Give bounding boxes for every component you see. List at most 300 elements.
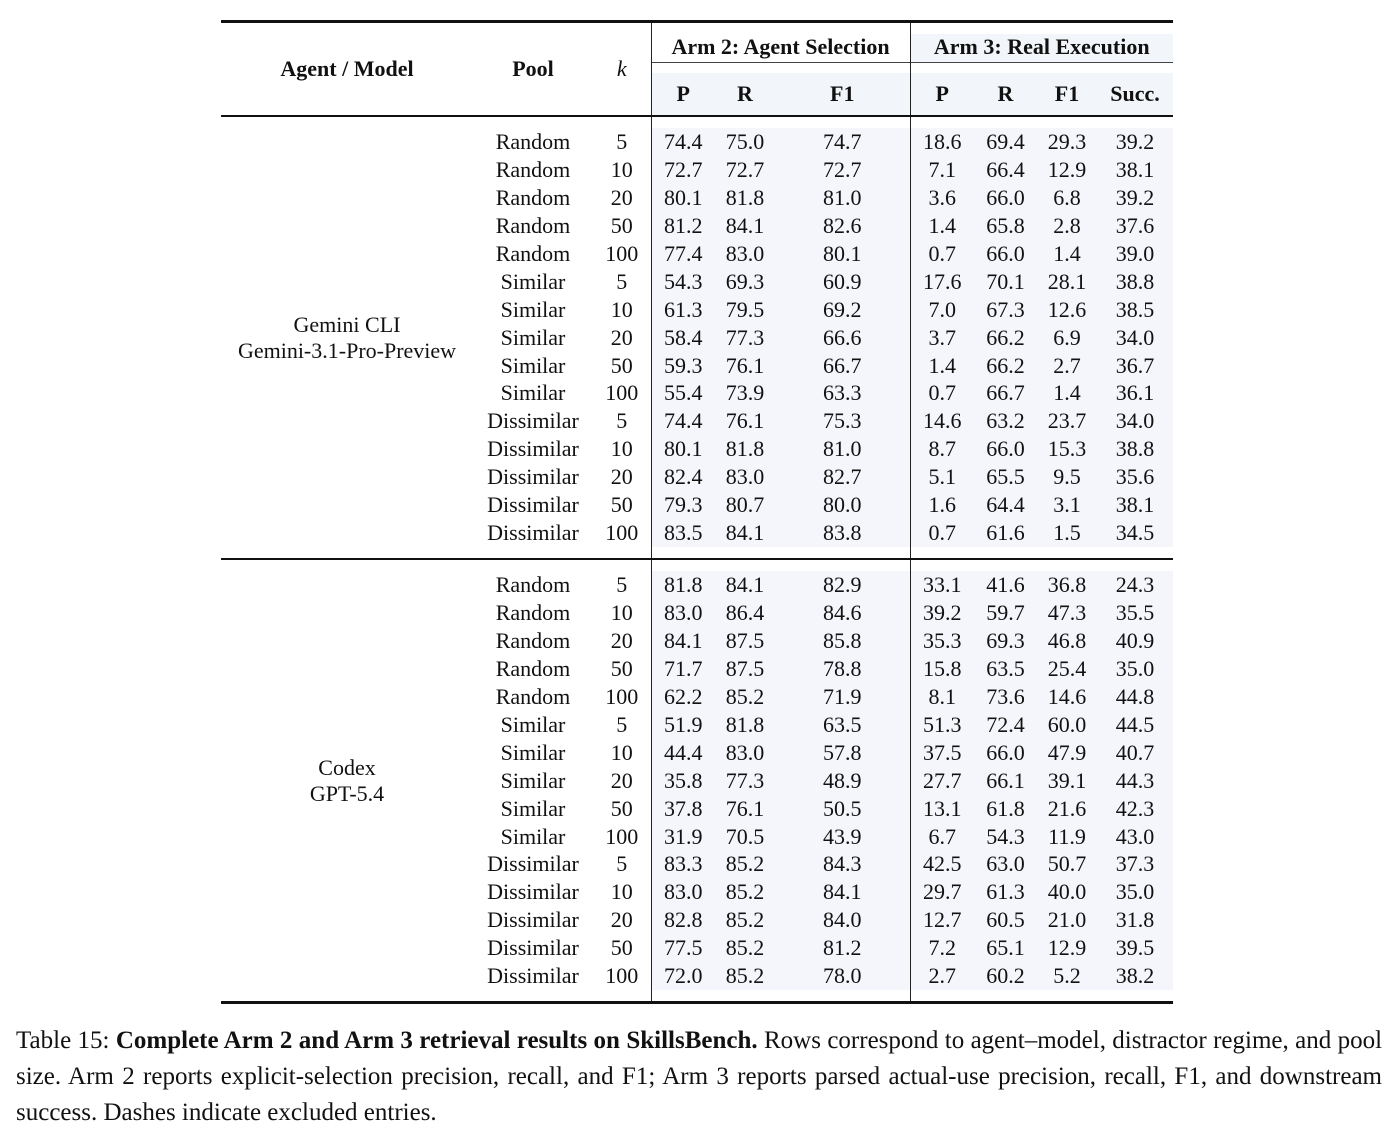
cell-k: 100 [605,520,639,546]
cell-pool: Dissimilar [487,492,579,518]
cell-arm2-f1: 50.5 [775,795,910,823]
cell-pool: Similar [500,795,566,821]
cell-arm3-succ: 38.2 [1097,962,1173,990]
cell-arm3-r: 59.7 [974,599,1037,627]
cell-arm2-p: 72.7 [651,156,715,184]
cell-arm2-f1: 74.7 [775,128,910,156]
spacer-cell [715,560,775,571]
model-name: GPT-5.4 [309,780,385,806]
cell-arm3-f1: 21.0 [1037,906,1097,934]
spacer-cell [593,560,651,571]
cell-pool: Similar [500,823,566,849]
cell-arm2-p: 72.0 [651,962,715,990]
cell-arm2-p: 84.1 [651,627,715,655]
cell-arm2-r: 83.0 [715,739,775,767]
cell-arm2-p: 77.5 [651,934,715,962]
cell-k: 5 [616,129,628,154]
spacer-cell [593,990,651,1003]
cell-arm2-r: 77.3 [715,767,775,795]
cell-k: 50 [610,352,633,378]
cell-arm3-p: 51.3 [910,711,974,739]
cell-arm3-r: 66.7 [974,379,1037,407]
spacer-cell [651,547,715,559]
cell-pool: Random [495,627,571,653]
cell-arm2-r: 79.5 [715,296,775,324]
cell-arm3-f1: 9.5 [1037,463,1097,491]
caption-label: Table 15: [16,1027,110,1054]
cell-arm2-p: 83.5 [651,519,715,547]
cell-arm2-p: 51.9 [651,711,715,739]
header-arm3-succ: Succ. [1097,73,1173,116]
spacer-cell [974,117,1037,128]
cell-arm3-succ: 35.6 [1097,463,1173,491]
cell-arm3-p: 2.7 [910,962,974,990]
cell-arm3-succ: 38.1 [1097,156,1173,184]
spacer-cell [473,560,593,571]
cell-arm2-r: 76.1 [715,407,775,435]
cell-arm2-r: 80.7 [715,491,775,519]
cell-arm3-f1: 12.6 [1037,296,1097,324]
results-table [221,20,1173,1004]
cell-arm3-succ: 34.0 [1097,324,1173,352]
cell-k: 5 [616,851,628,877]
cell-arm2-p: 83.0 [651,878,715,906]
cell-arm3-f1: 36.8 [1037,571,1097,599]
cell-arm3-r: 64.4 [974,491,1037,519]
header-arm3-p: P [910,73,974,116]
cell-pool: Dissimilar [487,935,579,961]
spacer-cell [715,990,775,1003]
cell-k: 100 [605,380,639,406]
cell-k: 20 [610,464,633,490]
spacer-cell [715,117,775,128]
cell-arm3-r: 70.1 [974,268,1037,296]
cell-arm2-r: 85.2 [715,683,775,711]
cell-k: 20 [610,324,633,350]
cell-k: 10 [610,879,633,905]
cell-arm3-r: 54.3 [974,823,1037,851]
cell-arm3-succ: 37.6 [1097,212,1173,240]
cell-arm3-p: 8.7 [910,435,974,463]
cell-arm3-succ: 31.8 [1097,906,1173,934]
cell-k: 100 [605,683,639,709]
cell-arm3-succ: 44.5 [1097,711,1173,739]
cell-arm2-f1: 81.0 [775,435,910,463]
cell-arm2-r: 70.5 [715,823,775,851]
cell-k: 10 [610,436,633,462]
cell-arm3-p: 6.7 [910,823,974,851]
cell-arm3-succ: 38.8 [1097,435,1173,463]
cell-arm2-f1: 43.9 [775,823,910,851]
cell-arm3-r: 65.5 [974,463,1037,491]
cell-arm2-r: 76.1 [715,352,775,380]
cell-pool: Dissimilar [487,408,579,434]
caption-body: Rows correspond to agent–model, distractor regime, and pool size. Arm 2 reports explicit-selection precision, recall, and F1; Arm 3 reports parsed actual-use precision, recall, F1, and downstream success. Dashes indicate excluded entries. [16,1027,1383,1126]
cell-arm3-f1: 29.3 [1037,128,1097,156]
spacer-cell [221,990,473,1003]
cell-arm3-p: 1.4 [910,212,974,240]
cell-arm3-f1: 23.7 [1037,407,1097,435]
cell-arm2-f1: 78.8 [775,655,910,683]
spacer-cell [715,547,775,559]
cell-arm2-p: 71.7 [651,655,715,683]
spacer-cell [221,117,473,128]
cell-arm2-r: 77.3 [715,324,775,352]
cell-pool: Random [495,129,571,154]
spacer-cell [1037,560,1097,571]
cell-arm2-p: 62.2 [651,683,715,711]
cell-arm2-r: 84.1 [715,519,775,547]
spacer-cell [1097,560,1173,571]
bottom-rule [221,1003,1173,1005]
agent-model-cell [221,571,473,990]
cell-arm3-p: 18.6 [910,128,974,156]
cell-arm3-p: 7.0 [910,296,974,324]
cell-arm3-p: 14.6 [910,407,974,435]
caption-title: Complete Arm 2 and Arm 3 retrieval results on SkillsBench. [115,1027,758,1054]
cell-arm3-p: 12.7 [910,906,974,934]
cell-arm2-f1: 63.5 [775,711,910,739]
cell-arm3-succ: 35.0 [1097,655,1173,683]
cell-k: 10 [610,156,633,182]
cell-arm2-p: 74.4 [651,128,715,156]
cell-arm3-succ: 44.3 [1097,767,1173,795]
cell-arm3-r: 67.3 [974,296,1037,324]
cell-arm2-r: 83.0 [715,240,775,268]
spacer-cell [221,547,473,559]
cell-arm3-r: 66.0 [974,184,1037,212]
cell-arm3-f1: 50.7 [1037,850,1097,878]
cell-arm2-r: 85.2 [715,962,775,990]
cell-k: 50 [610,655,633,681]
cell-arm3-r: 61.8 [974,795,1037,823]
cell-pool: Similar [500,711,566,737]
spacer-cell [1037,990,1097,1003]
cell-k: 50 [610,795,633,821]
cell-pool: Dissimilar [487,436,579,462]
spacer-cell [473,547,593,559]
cell-arm2-f1: 84.1 [775,878,910,906]
cell-k: 50 [610,935,633,961]
cell-arm3-p: 1.4 [910,352,974,380]
cell-arm3-r: 66.0 [974,435,1037,463]
cell-arm3-f1: 47.9 [1037,739,1097,767]
cell-arm2-r: 85.2 [715,850,775,878]
cell-arm3-r: 65.1 [974,934,1037,962]
cell-arm3-r: 72.4 [974,711,1037,739]
cell-arm2-p: 77.4 [651,240,715,268]
cell-arm2-r: 81.8 [715,184,775,212]
cell-arm3-f1: 40.0 [1037,878,1097,906]
cell-arm3-p: 7.2 [910,934,974,962]
cell-arm3-succ: 36.1 [1097,379,1173,407]
cell-k: 20 [610,907,633,933]
header-agent-model: Agent / Model [280,56,414,81]
cell-pool: Random [495,156,571,182]
spacer-cell [974,990,1037,1003]
cell-pool: Similar [500,767,566,793]
cell-arm2-r: 75.0 [715,128,775,156]
cell-arm3-succ: 40.7 [1097,739,1173,767]
cell-arm3-p: 0.7 [910,240,974,268]
cell-k: 5 [616,408,628,434]
cell-k: 100 [605,963,639,989]
spacer-cell [651,117,715,128]
cell-arm2-r: 84.1 [715,212,775,240]
cell-k: 5 [616,572,628,598]
cell-pool: Random [495,683,571,709]
cell-arm3-f1: 39.1 [1037,767,1097,795]
header-arm3: Arm 3: Real Execution [910,23,1173,73]
cell-arm2-f1: 75.3 [775,407,910,435]
spacer-cell [910,990,974,1003]
table-row [221,571,1173,599]
cell-arm3-f1: 3.1 [1037,491,1097,519]
cell-arm2-r: 81.8 [715,435,775,463]
cell-arm3-succ: 39.2 [1097,128,1173,156]
cell-arm3-r: 66.2 [974,324,1037,352]
cell-pool: Similar [500,324,566,350]
cell-k: 10 [610,296,633,322]
cell-arm3-f1: 47.3 [1037,599,1097,627]
cell-arm3-f1: 2.8 [1037,212,1097,240]
cell-arm2-p: 31.9 [651,823,715,851]
cell-arm2-r: 81.8 [715,711,775,739]
cell-arm2-f1: 80.0 [775,491,910,519]
spacer-cell [974,560,1037,571]
cell-pool: Dissimilar [487,464,579,490]
cell-pool: Random [495,212,571,238]
cell-arm2-f1: 82.6 [775,212,910,240]
cell-arm3-r: 63.2 [974,407,1037,435]
cell-arm2-p: 80.1 [651,184,715,212]
cell-arm3-f1: 12.9 [1037,156,1097,184]
cell-arm3-p: 8.1 [910,683,974,711]
cell-arm3-f1: 1.4 [1037,240,1097,268]
spacer-cell [910,117,974,128]
cell-k: 20 [610,767,633,793]
table-caption [16,1023,1382,1131]
agent-name: Gemini CLI [293,311,401,337]
cell-arm2-f1: 69.2 [775,296,910,324]
cell-arm2-p: 81.8 [651,571,715,599]
cell-k: 20 [610,627,633,653]
cell-arm3-p: 37.5 [910,739,974,767]
cell-arm2-f1: 57.8 [775,739,910,767]
cell-pool: Dissimilar [487,963,579,989]
cell-arm2-p: 82.4 [651,463,715,491]
spacer-cell [775,990,910,1003]
cell-pool: Random [495,600,571,625]
cell-arm3-r: 66.0 [974,240,1037,268]
model-name: Gemini-3.1-Pro-Preview [237,337,457,363]
spacer-cell [775,560,910,571]
cell-arm2-p: 79.3 [651,491,715,519]
cell-arm2-p: 55.4 [651,379,715,407]
spacer-cell [775,547,910,559]
cell-arm3-r: 63.5 [974,655,1037,683]
cell-arm3-f1: 6.8 [1037,184,1097,212]
cell-k: 100 [605,823,639,849]
cell-arm3-succ: 39.2 [1097,184,1173,212]
cell-pool: Dissimilar [487,879,579,905]
cell-arm3-p: 1.6 [910,491,974,519]
spacer-cell [1097,547,1173,559]
cell-arm2-f1: 84.0 [775,906,910,934]
cell-arm3-f1: 25.4 [1037,655,1097,683]
cell-arm2-r: 76.1 [715,795,775,823]
cell-arm3-p: 39.2 [910,599,974,627]
cell-arm3-p: 29.7 [910,878,974,906]
table-row [221,128,1173,156]
cell-arm3-succ: 38.1 [1097,491,1173,519]
cell-arm2-p: 81.2 [651,212,715,240]
cell-arm3-f1: 28.1 [1037,268,1097,296]
cell-pool: Dissimilar [487,851,579,877]
cell-arm3-succ: 36.7 [1097,352,1173,380]
cell-arm3-r: 66.1 [974,767,1037,795]
cell-arm3-succ: 40.9 [1097,627,1173,655]
cell-arm2-p: 59.3 [651,352,715,380]
cell-arm2-f1: 81.2 [775,934,910,962]
spacer-cell [593,117,651,128]
spacer-cell [651,560,715,571]
header-arm3-r: R [974,73,1037,116]
cell-arm3-p: 0.7 [910,379,974,407]
cell-arm2-r: 73.9 [715,379,775,407]
cell-arm2-r: 87.5 [715,627,775,655]
cell-arm3-p: 3.7 [910,324,974,352]
cell-arm3-succ: 44.8 [1097,683,1173,711]
agent-name: Codex [318,754,376,780]
cell-arm2-p: 44.4 [651,739,715,767]
cell-arm3-succ: 35.5 [1097,599,1173,627]
header-arm2: Arm 2: Agent Selection [651,23,910,73]
spacer-cell [473,990,593,1003]
cell-arm2-p: 58.4 [651,324,715,352]
cell-arm2-f1: 72.7 [775,156,910,184]
cell-arm2-r: 69.3 [715,268,775,296]
cell-arm3-f1: 15.3 [1037,435,1097,463]
cell-arm2-f1: 85.8 [775,627,910,655]
cell-arm3-f1: 21.6 [1037,795,1097,823]
cell-arm3-f1: 46.8 [1037,627,1097,655]
cell-arm2-p: 37.8 [651,795,715,823]
cell-arm3-succ: 35.0 [1097,878,1173,906]
cell-arm3-r: 65.8 [974,212,1037,240]
cell-arm2-f1: 78.0 [775,962,910,990]
cell-k: 20 [610,184,633,210]
spacer-cell [910,547,974,559]
cell-arm3-succ: 43.0 [1097,823,1173,851]
cell-arm3-r: 61.3 [974,878,1037,906]
cell-arm2-f1: 82.7 [775,463,910,491]
cell-arm3-p: 17.6 [910,268,974,296]
cell-arm3-p: 27.7 [910,767,974,795]
spacer-cell [1097,990,1173,1003]
cell-arm3-r: 60.5 [974,906,1037,934]
cell-arm3-p: 5.1 [910,463,974,491]
agent-model-cell [221,128,473,547]
cell-arm3-r: 60.2 [974,962,1037,990]
cell-k: 50 [610,492,633,518]
cell-arm2-r: 85.2 [715,878,775,906]
cell-arm2-p: 54.3 [651,268,715,296]
cell-arm3-r: 66.0 [974,739,1037,767]
cell-arm3-r: 66.4 [974,156,1037,184]
cell-arm3-f1: 11.9 [1037,823,1097,851]
cell-arm2-f1: 80.1 [775,240,910,268]
cell-arm3-f1: 60.0 [1037,711,1097,739]
header-arm2-f1: F1 [775,73,910,116]
cell-arm2-p: 82.8 [651,906,715,934]
cell-arm2-f1: 81.0 [775,184,910,212]
cell-arm2-p: 61.3 [651,296,715,324]
header-arm3-f1: F1 [1037,73,1097,116]
header-k: k [616,56,627,81]
header-pool: Pool [512,56,554,81]
cell-arm3-succ: 37.3 [1097,850,1173,878]
spacer-cell [974,547,1037,559]
cell-arm3-f1: 5.2 [1037,962,1097,990]
spacer-cell [1037,117,1097,128]
cell-arm3-p: 35.3 [910,627,974,655]
spacer-cell [221,560,473,571]
cell-pool: Similar [500,352,566,378]
header-arm2-r: R [715,73,775,116]
cell-arm3-r: 66.2 [974,352,1037,380]
cell-arm3-f1: 12.9 [1037,934,1097,962]
cell-pool: Random [495,572,571,598]
cell-arm2-r: 83.0 [715,463,775,491]
cell-arm3-f1: 6.9 [1037,324,1097,352]
cell-arm3-f1: 14.6 [1037,683,1097,711]
cell-arm2-f1: 60.9 [775,268,910,296]
cell-arm3-r: 61.6 [974,519,1037,547]
cell-arm3-succ: 24.3 [1097,571,1173,599]
cell-arm3-f1: 2.7 [1037,352,1097,380]
cell-pool: Similar [500,268,566,294]
cell-k: 50 [610,212,633,238]
cell-arm3-succ: 39.5 [1097,934,1173,962]
cell-arm3-succ: 34.0 [1097,407,1173,435]
header-arm2-p: P [651,73,715,116]
spacer-cell [775,117,910,128]
cell-k: 5 [616,268,628,294]
cell-k: 100 [605,240,639,266]
cell-arm2-p: 83.0 [651,599,715,627]
cell-arm2-f1: 48.9 [775,767,910,795]
cell-arm2-p: 83.3 [651,850,715,878]
cell-arm3-r: 69.4 [974,128,1037,156]
cell-arm2-r: 87.5 [715,655,775,683]
cell-pool: Random [495,240,571,266]
spacer-cell [473,117,593,128]
cell-arm3-p: 0.7 [910,519,974,547]
cell-arm3-p: 42.5 [910,850,974,878]
cell-k: 5 [616,711,628,737]
cell-arm2-r: 86.4 [715,599,775,627]
cell-pool: Random [495,655,571,681]
cell-arm3-p: 33.1 [910,571,974,599]
cell-arm3-succ: 39.0 [1097,240,1173,268]
cell-k: 10 [610,739,633,765]
cell-arm2-r: 85.2 [715,906,775,934]
cell-arm2-r: 84.1 [715,571,775,599]
cell-arm3-p: 13.1 [910,795,974,823]
spacer-cell [593,547,651,559]
cell-arm3-succ: 34.5 [1097,519,1173,547]
